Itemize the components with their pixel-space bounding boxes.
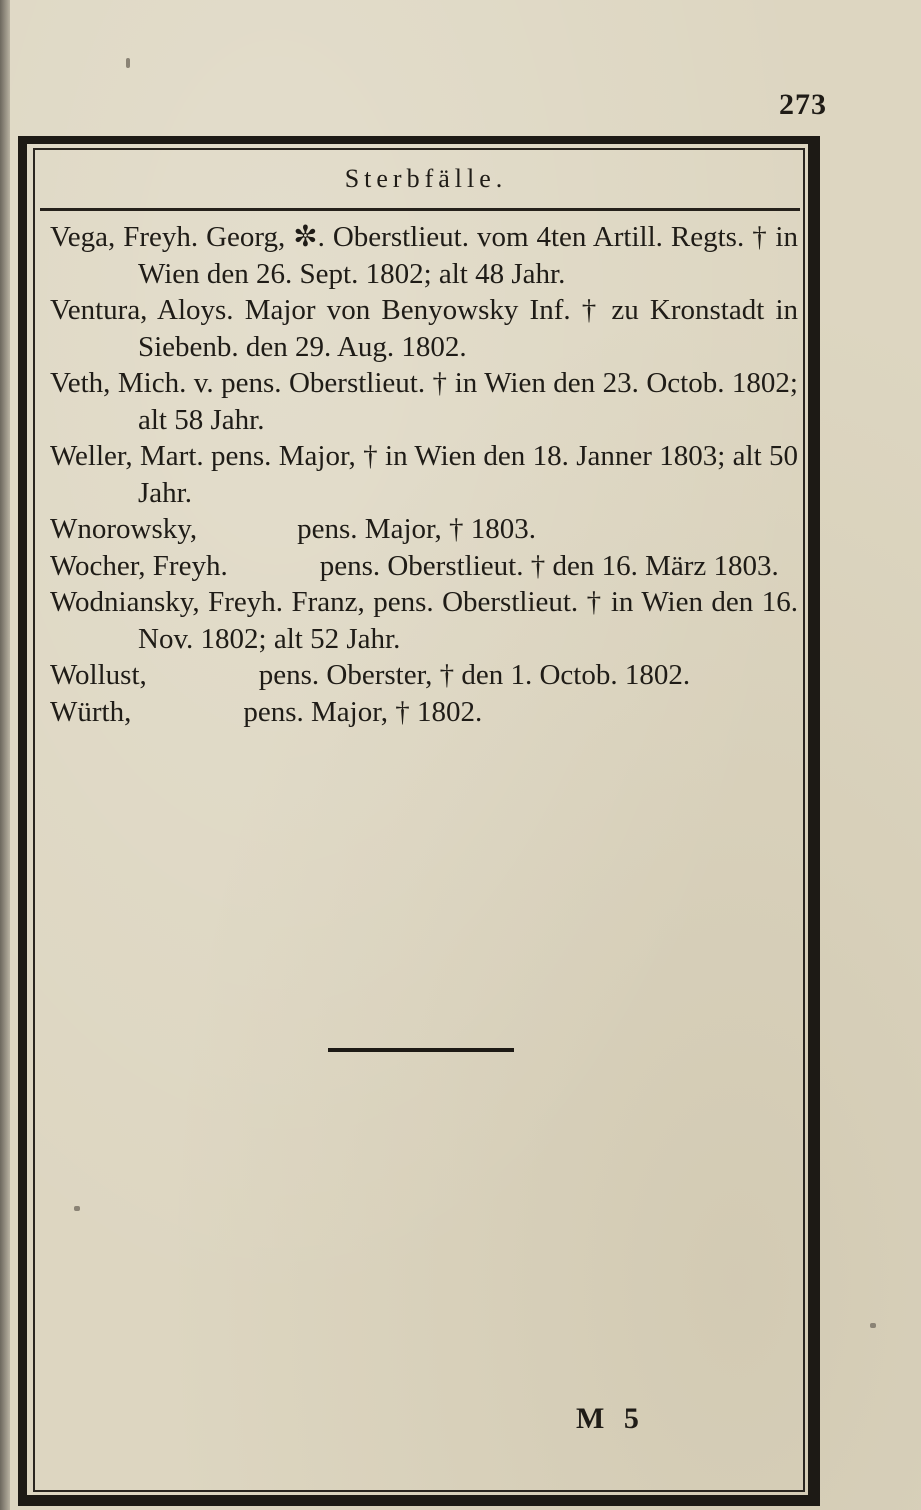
entry-name: Ventura, Aloys.: [50, 294, 234, 326]
entry-veth: [50, 365, 798, 438]
entry-details: pens. Major, † in Wien den 18. Janner 1803; alt 50 Jahr.: [138, 440, 799, 509]
entry-details: Major von Benyowsky Inf. † zu Kronstadt in Siebenb. den 29. Aug. 1802.: [138, 294, 798, 363]
entry-details: pens. Oberster, † den 1. Octob. 1802.: [258, 659, 691, 691]
entry-wurth: [50, 694, 798, 731]
entry-details: pens. Major, † 1803.: [297, 513, 536, 545]
signature-mark: M 5: [576, 1402, 645, 1435]
entry-name: Weller, Mart.: [50, 440, 204, 472]
entry-name: Wodniansky, Freyh. Franz,: [50, 586, 365, 618]
entry-details: pens. Oberstlieut. † in Wien den 16. Nov. 1802; alt 52 Jahr.: [138, 586, 798, 655]
entry-name: Würth,: [50, 695, 132, 728]
entry-name: Vega, Freyh. Georg,: [50, 221, 286, 253]
entry-details: pens. Major, † 1802.: [243, 695, 483, 728]
page-number: 273: [779, 88, 827, 121]
end-rule: [328, 1048, 514, 1052]
entry-details: ✼. Oberstlieut. vom 4ten Artill. Regts. † in Wien den 26. Sept. 1802; alt 48 Jahr.: [138, 221, 798, 290]
entry-wodniansky: [50, 584, 798, 657]
entry-wnorowsky: [50, 511, 798, 548]
entry-name: Veth, Mich. v.: [50, 367, 214, 399]
paper-speck: [74, 1206, 80, 1211]
page-content: [50, 150, 802, 730]
paper-speck: [126, 58, 130, 68]
paper-speck: [870, 1323, 876, 1328]
entry-details: pens. Oberstlieut. † den 16. März 1803.: [319, 549, 779, 582]
entry-details: pens. Oberstlieut. † in Wien den 23. Octob. 1802; alt 58 Jahr.: [138, 367, 798, 436]
entry-name: Wollust,: [50, 659, 147, 691]
entry-vega: [50, 219, 798, 292]
page-left-edge: [0, 0, 10, 1510]
entry-weller: [50, 438, 798, 511]
entry-wocher: [50, 548, 798, 585]
death-entries-list: [50, 219, 802, 730]
section-heading: Sterbfälle.: [344, 164, 508, 193]
entry-wollust: [50, 657, 798, 694]
entry-name: Wocher, Freyh.: [50, 549, 228, 582]
heading-rule: [40, 208, 800, 211]
entry-ventura: [50, 292, 798, 365]
entry-name: Wnorowsky,: [50, 513, 198, 545]
